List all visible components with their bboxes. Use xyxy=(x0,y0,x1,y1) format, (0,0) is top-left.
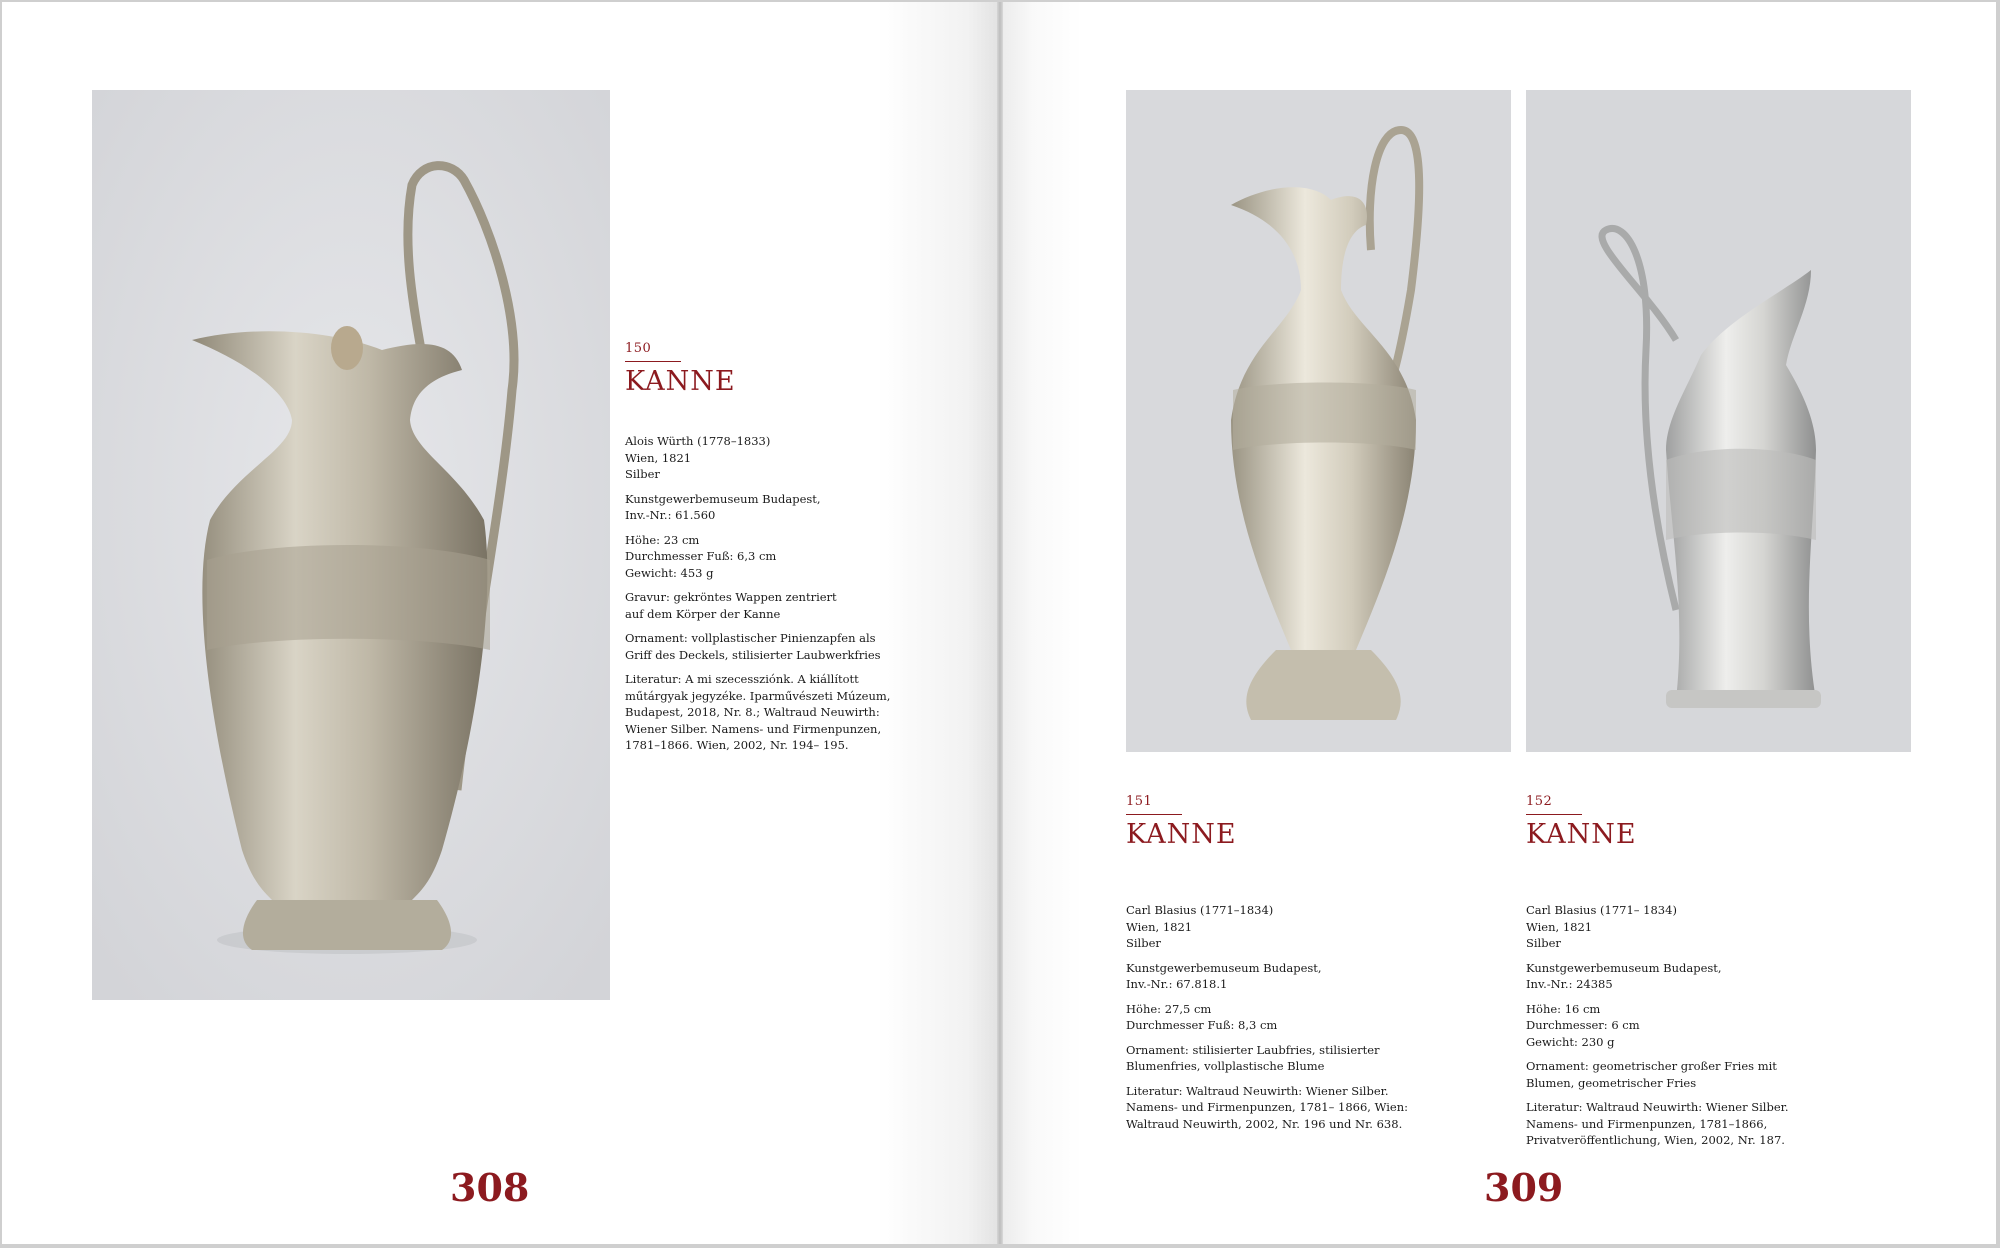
silver-jug-illustration xyxy=(92,90,610,1000)
detail-collection: Kunstgewerbemuseum Budapest, Inv.-Nr.: 24385 xyxy=(1526,960,1722,991)
entry-number: 151 xyxy=(1126,794,1182,815)
silver-pitcher-illustration xyxy=(1526,90,1911,752)
detail-collection: Kunstgewerbemuseum Budapest, Inv.-Nr.: 67.818.1 xyxy=(1126,960,1322,991)
page-number-left: 308 xyxy=(450,1165,530,1210)
detail-literature: Literatur: A mi szecessziónk. A kiállított műtárgyak jegyzéke. Iparművészeti Múzeum, Budapest, 2018, Nr. 8.; Waltraud Neuwirth: Wiener Silber. Namens- und Firmenpunzen, 1781–1866. Wien, 2002, Nr. 194– 195. xyxy=(625,672,891,752)
catalog-entry-150 xyxy=(625,337,925,762)
detail-engraving: Gravur: gekröntes Wappen zentriert auf dem Körper der Kanne xyxy=(625,590,837,621)
detail-maker: Carl Blasius (1771– 1834) Wien, 1821 Silber xyxy=(1526,903,1677,950)
detail-ornament: Ornament: vollplastischer Pinienzapfen als Griff des Deckels, stilisierter Laubwerkfries xyxy=(625,631,881,662)
entry-details xyxy=(625,433,925,754)
left-page xyxy=(2,2,997,1244)
detail-dimensions: Höhe: 27,5 cm Durchmesser Fuß: 8,3 cm xyxy=(1126,1001,1278,1032)
book-spread xyxy=(2,2,1996,1244)
detail-literature: Literatur: Waltraud Neuwirth: Wiener Silber. Namens- und Firmenpunzen, 1781– 1866, Wien: Waltraud Neuwirth, 2002, Nr. 196 und Nr. 638. xyxy=(1126,1083,1408,1131)
detail-maker: Carl Blasius (1771–1834) Wien, 1821 Silber xyxy=(1126,903,1274,950)
detail-ornament: Ornament: stilisierter Laubfries, stilisierter Blumenfries, vollplastische Blume xyxy=(1126,1042,1380,1073)
detail-dimensions: Höhe: 16 cm Durchmesser: 6 cm Gewicht: 230 g xyxy=(1526,1001,1640,1049)
entry-title: KANNE xyxy=(1126,819,1237,850)
catalog-entry-151 xyxy=(1126,790,1496,1140)
photo-jug-150 xyxy=(92,90,610,1000)
detail-collection: Kunstgewerbemuseum Budapest, Inv.-Nr.: 61.560 xyxy=(625,491,821,522)
catalog-entry-152 xyxy=(1526,790,1896,1157)
entry-title: KANNE xyxy=(625,366,736,397)
detail-literature: Literatur: Waltraud Neuwirth: Wiener Silber. Namens- und Firmenpunzen, 1781–1866, Privatveröffentlichung, Wien, 2002, Nr. 187. xyxy=(1526,1100,1789,1147)
detail-dimensions: Höhe: 23 cm Durchmesser Fuß: 6,3 cm Gewicht: 453 g xyxy=(625,532,777,580)
entry-title: KANNE xyxy=(1526,819,1637,850)
photo-jug-152 xyxy=(1526,90,1911,752)
entry-details xyxy=(1126,902,1496,1132)
entry-number: 150 xyxy=(625,341,681,362)
page-number-right: 309 xyxy=(1484,1165,1564,1210)
detail-ornament: Ornament: geometrischer großer Fries mit Blumen, geometrischer Fries xyxy=(1526,1059,1777,1090)
photo-jug-151 xyxy=(1126,90,1511,752)
right-page xyxy=(1003,2,1996,1244)
detail-maker: Alois Würth (1778–1833) Wien, 1821 Silber xyxy=(625,434,771,481)
entry-number: 152 xyxy=(1526,794,1582,815)
silver-ewer-illustration xyxy=(1126,90,1511,752)
entry-details xyxy=(1526,902,1896,1149)
